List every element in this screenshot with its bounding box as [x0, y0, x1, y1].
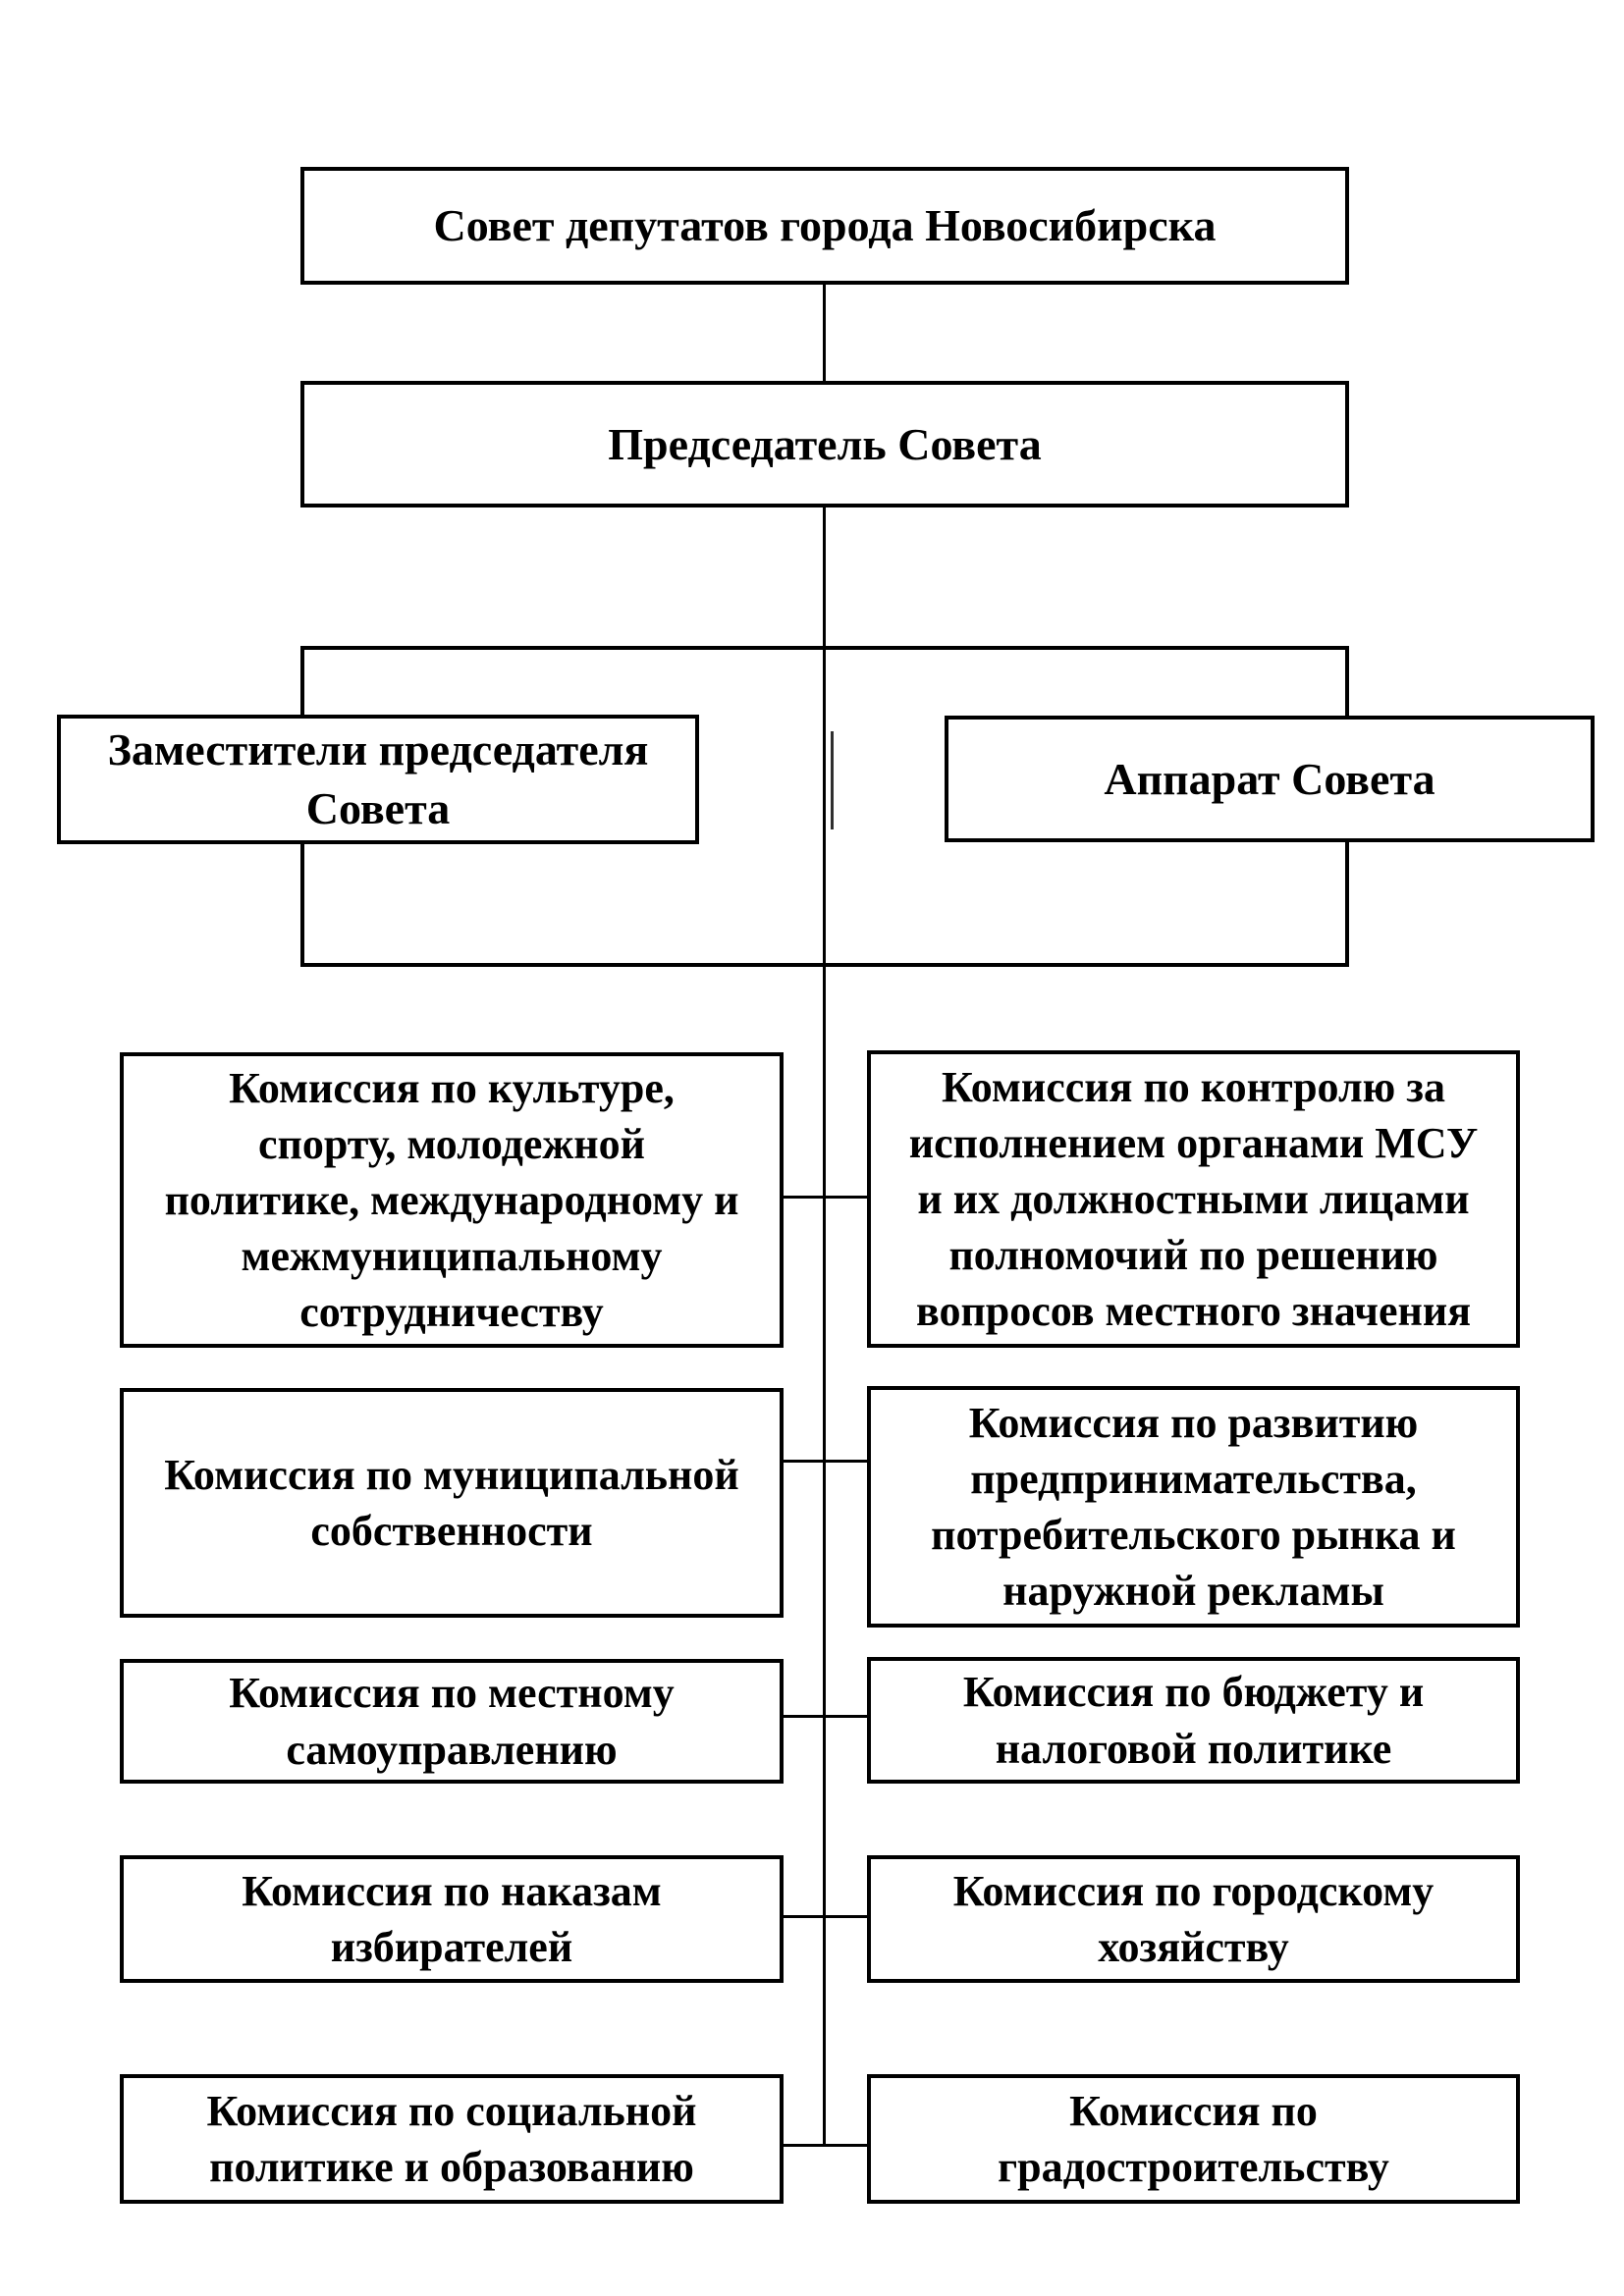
commission-box-local-selfgovernment: Комиссия по местному самоуправлению [120, 1659, 784, 1784]
commission-box-msu-control: Комиссия по контролю за исполнением органами МСУ и их должностными лицами полномочий по решению вопросов местного значения [867, 1050, 1520, 1348]
deputies-box: Заместители председателя Совета [57, 715, 699, 844]
connector-central-vertical [823, 506, 826, 2146]
commission-box-entrepreneurship: Комиссия по развитию предпринимательства, потребительского рынка и наружной рекламы [867, 1386, 1520, 1628]
connector-central-parallel-segment [831, 731, 834, 829]
commission-box-budget-tax: Комиссия по бюджету и налоговой политике [867, 1657, 1520, 1784]
bracket-bottom-line [300, 963, 1349, 967]
connector-row-1 [782, 1196, 870, 1199]
commission-box-urban-planning: Комиссия по градостроительству [867, 2074, 1520, 2204]
connector-row-5 [782, 2144, 870, 2147]
connector-row-2 [782, 1460, 870, 1463]
connector-root-to-chairman [823, 285, 826, 383]
connector-row-4 [782, 1915, 870, 1918]
commission-box-municipal-property: Комиссия по муниципальной собственности [120, 1388, 784, 1618]
commission-box-culture-sport: Комиссия по культуре, спорту, молодежной политике, международному и межмуниципальному сотрудничеству [120, 1052, 784, 1348]
bracket-top-line [300, 646, 1349, 650]
commission-box-social-policy-education: Комиссия по социальной политике и образованию [120, 2074, 784, 2204]
council-box: Совет депутатов города Новосибирска [300, 167, 1349, 285]
connector-row-3 [782, 1715, 870, 1718]
commission-box-voter-mandates: Комиссия по наказам избирателей [120, 1855, 784, 1983]
commission-box-city-economy: Комиссия по городскому хозяйству [867, 1855, 1520, 1983]
chairman-box: Председатель Совета [300, 381, 1349, 507]
apparatus-box: Аппарат Совета [945, 716, 1595, 842]
